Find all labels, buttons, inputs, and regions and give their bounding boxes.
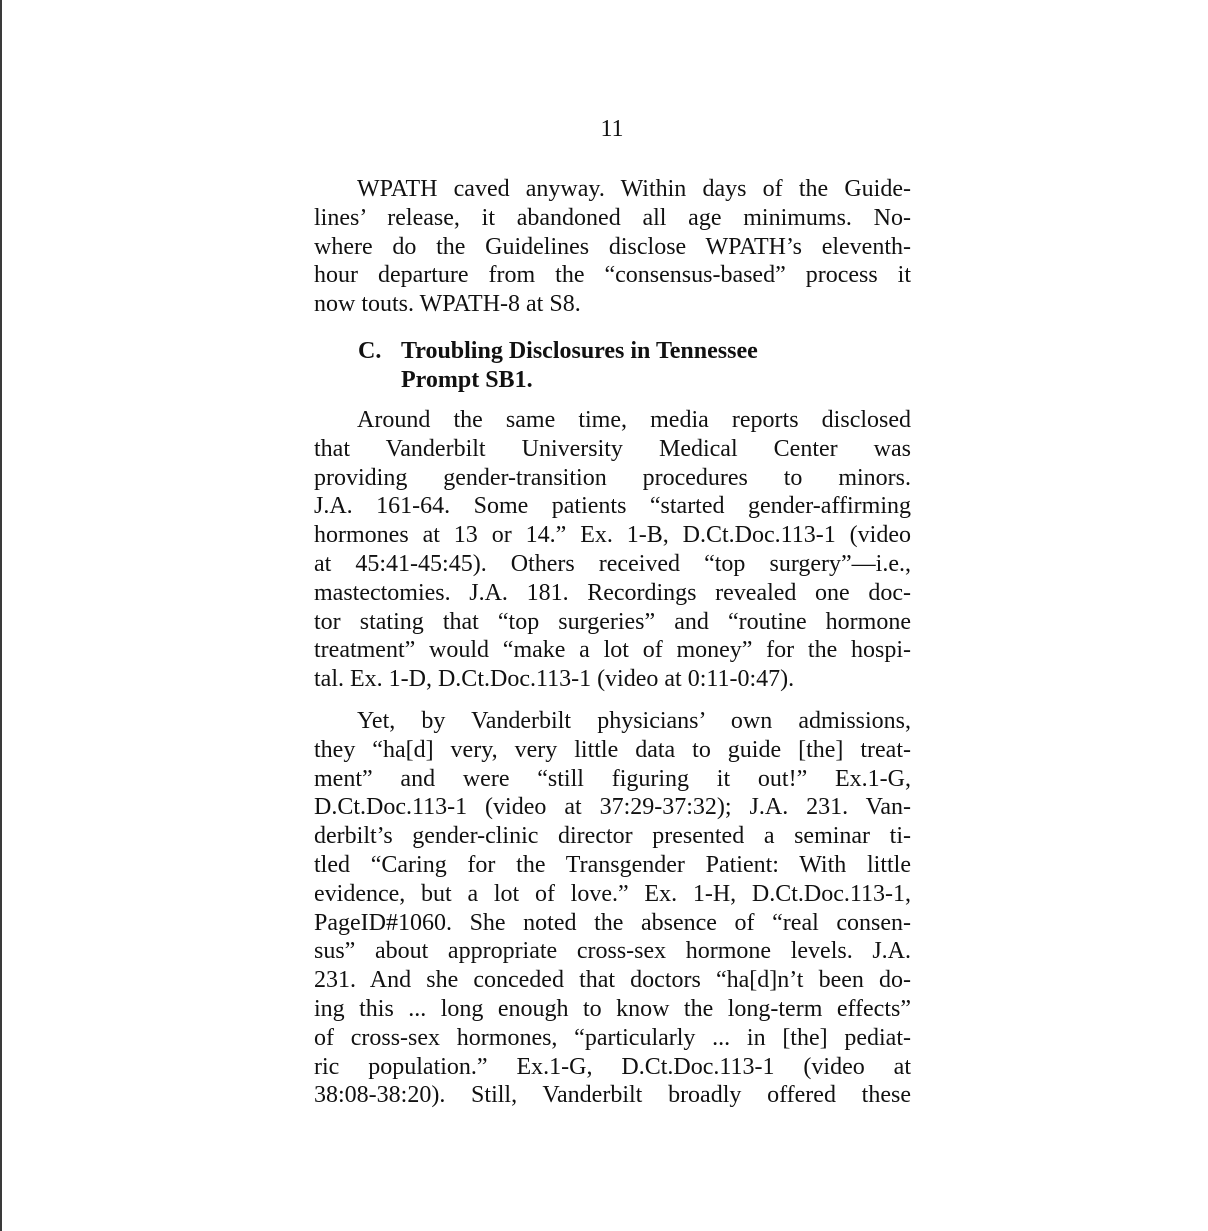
- text-line: WPATH caved anyway. Within days of the Guide-: [357, 176, 911, 202]
- page-number: 11: [600, 116, 624, 142]
- text-line: 231. And she conceded that doctors “ha[d]n’t been do-: [314, 967, 911, 994]
- text-line: J.A. 161-64. Some patients “started gender-affirming: [314, 493, 911, 520]
- page-left-border: [0, 0, 2, 1231]
- text-line: ric population.” Ex.1-G, D.Ct.Doc.113-1 (video at: [314, 1053, 911, 1080]
- text-line: where do the Guidelines disclose WPATH’s eleventh-: [314, 233, 911, 260]
- text-line: ment” and were “still figuring it out!” Ex.1-G,: [314, 765, 911, 792]
- text-line: now touts. WPATH-8 at S8.: [314, 291, 581, 318]
- text-line: hormones at 13 or 14.” Ex. 1-B, D.Ct.Doc.113-1 (video: [314, 522, 911, 549]
- text-line: at 45:41-45:45). Others received “top surgery”—i.e.,: [314, 550, 911, 577]
- paragraph-wpath: [314, 175, 911, 319]
- text-line: 38:08-38:20). Still, Vanderbilt broadly offered these: [314, 1082, 911, 1109]
- text-line: evidence, but a lot of love.” Ex. 1-H, D.Ct.Doc.113-1,: [314, 880, 911, 907]
- text-line: Yet, by Vanderbilt physicians’ own admissions,: [357, 708, 911, 734]
- text-line: tled “Caring for the Transgender Patient: With little: [314, 851, 911, 878]
- text-line: Around the same time, media reports disclosed: [357, 407, 911, 433]
- section-heading-line: Prompt SB1.: [401, 367, 533, 393]
- text-line: treatment” would “make a lot of money” for the hospi-: [314, 637, 911, 664]
- text-line: providing gender-transition procedures to minors.: [314, 464, 911, 491]
- text-line: hour departure from the “consensus-based” process it: [314, 262, 911, 289]
- text-line: ing this ... long enough to know the long-term effects”: [314, 995, 911, 1022]
- text-line: they “ha[d] very, very little data to guide [the] treat-: [314, 736, 911, 763]
- text-line: lines’ release, it abandoned all age minimums. No-: [314, 204, 911, 231]
- text-line: of cross-sex hormones, “particularly ... in [the] pediat-: [314, 1024, 911, 1051]
- text-line: tal. Ex. 1-D, D.Ct.Doc.113-1 (video at 0:11-0:47).: [314, 666, 795, 693]
- text-line: derbilt’s gender-clinic director presented a seminar ti-: [314, 823, 911, 850]
- section-heading-line: Troubling Disclosures in Tennessee: [401, 338, 758, 364]
- paragraph-physician-admissions: [314, 707, 911, 1110]
- text-line: tor stating that “top surgeries” and “routine hormone: [314, 608, 911, 635]
- text-line: that Vanderbilt University Medical Center was: [314, 435, 911, 462]
- text-line: sus” about appropriate cross-sex hormone levels. J.A.: [314, 938, 911, 965]
- text-line: PageID#1060. She noted the absence of “real consen-: [314, 909, 911, 936]
- text-line: D.Ct.Doc.113-1 (video at 37:29-37:32); J.A. 231. Van-: [314, 794, 911, 821]
- text-line: mastectomies. J.A. 181. Recordings revealed one doc-: [314, 579, 911, 606]
- paragraph-vanderbilt-reports: [314, 406, 911, 694]
- section-heading-letter: C.: [358, 338, 382, 364]
